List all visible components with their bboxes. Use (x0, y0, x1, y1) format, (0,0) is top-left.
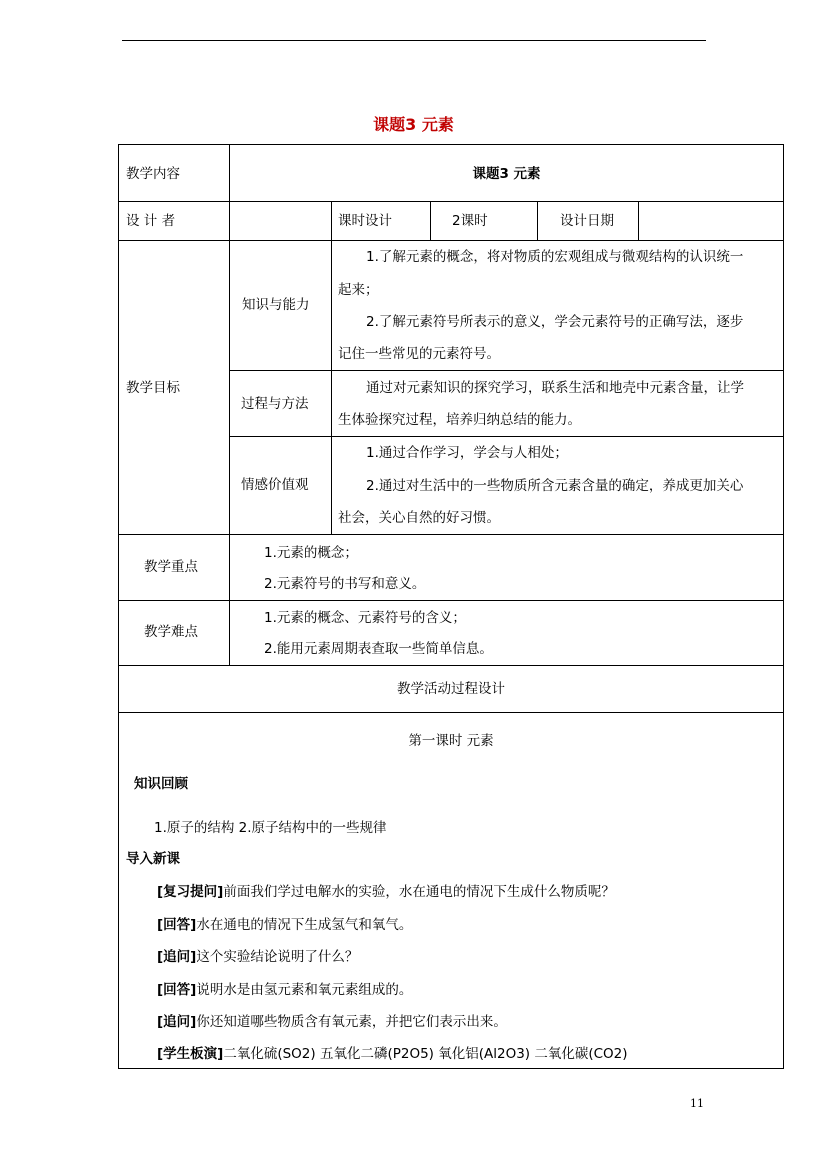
intro-heading: 导入新课 (126, 851, 180, 867)
emotion-line: 1.通过合作学习，学会与人相处； (366, 445, 568, 461)
review-heading: 知识回顾 (134, 776, 188, 792)
activity-header: 教学活动过程设计 (397, 681, 505, 697)
header-rule (122, 40, 706, 41)
lesson-design-value: 2课时 (452, 213, 488, 229)
designer-label: 设 计 者 (126, 213, 176, 229)
difficulty-item: 1.元素的概念、元素符号的含义； (264, 610, 466, 626)
content-value: 课题3 元素 (472, 166, 541, 182)
emotion-label: 情感价值观 (241, 477, 309, 493)
dialogue-line: [复习提问]前面我们学过电解水的实验，水在通电的情况下生成什么物质呢？ (157, 884, 615, 900)
dialogue-line: [追问]这个实验结论说明了什么？ (157, 949, 359, 965)
knowledge-line: 记住一些常见的元素符号。 (338, 346, 500, 362)
dialogue-line: [学生板演]二氧化硫(SO2) 五氧化二磷(P2O5) 氧化铝(Al2O3) 二氧化碳(CO2) (157, 1046, 628, 1062)
session-title: 第一课时 元素 (408, 733, 494, 749)
knowledge-line: 1.了解元素的概念，将对物质的宏观组成与微观结构的认识统一 (366, 249, 744, 265)
dialogue-line: [回答]说明水是由氢元素和氧元素组成的。 (157, 982, 413, 998)
dialogue-line: [追问]你还知道哪些物质含有氧元素，并把它们表示出来。 (157, 1014, 507, 1030)
key-point-item: 1.元素的概念； (264, 545, 358, 561)
goals-label: 教学目标 (126, 380, 180, 396)
lesson-design-label: 课时设计 (338, 213, 392, 229)
design-date-label: 设计日期 (560, 213, 614, 229)
dialogue-line: [回答]水在通电的情况下生成氢气和氧气。 (157, 917, 413, 933)
emotion-line: 2.通过对生活中的一些物质所含元素含量的确定，养成更加关心 (366, 478, 744, 494)
key-point-item: 2.元素符号的书写和意义。 (264, 576, 426, 592)
difficulty-item: 2.能用元素周期表查取一些简单信息。 (264, 641, 493, 657)
knowledge-line: 2.了解元素符号所表示的意义，学会元素符号的正确写法，逐步 (366, 314, 744, 330)
content-label: 教学内容 (126, 166, 180, 182)
process-label: 过程与方法 (241, 396, 309, 412)
process-line: 生体验探究过程，培养归纳总结的能力。 (338, 412, 581, 428)
key-points-label: 教学重点 (144, 559, 198, 575)
process-line: 通过对元素知识的探究学习，联系生活和地壳中元素含量，让学 (366, 380, 744, 396)
knowledge-label: 知识与能力 (242, 297, 310, 313)
difficulties-label: 教学难点 (144, 624, 198, 640)
emotion-line: 社会，关心自然的好习惯。 (338, 510, 500, 526)
page-number: 11 (690, 1097, 704, 1110)
knowledge-line: 起来； (338, 282, 379, 298)
page-title: 课题3 元素 (373, 115, 454, 134)
review-text: 1.原子的结构 2.原子结构中的一些规律 (154, 820, 387, 836)
